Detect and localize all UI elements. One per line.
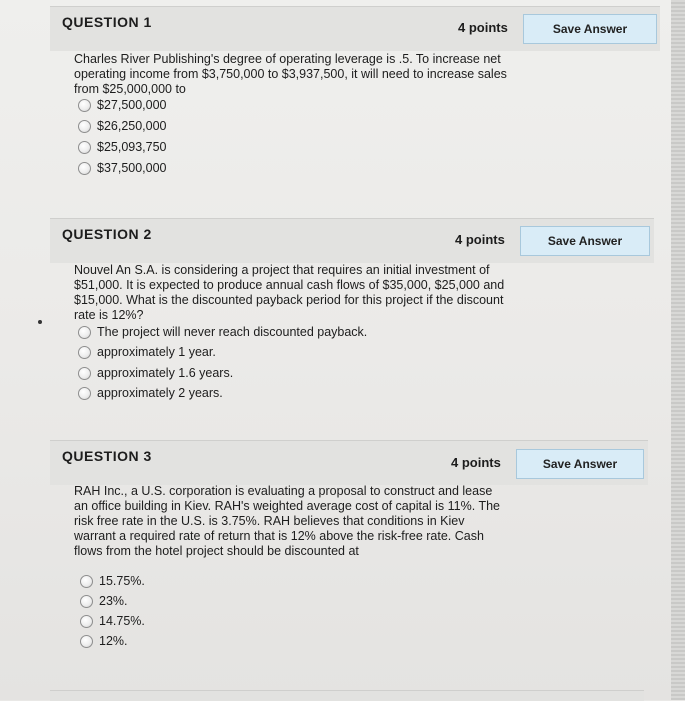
option-label: $27,500,000 <box>97 98 167 112</box>
radio-button-icon[interactable] <box>80 635 93 648</box>
radio-button-icon[interactable] <box>78 120 91 133</box>
question-3-option-3[interactable] <box>80 614 145 628</box>
question-1-title: QUESTION 1 <box>62 14 152 30</box>
option-label: approximately 1 year. <box>97 345 216 359</box>
option-label: $37,500,000 <box>97 161 167 175</box>
question-3-option-2[interactable] <box>80 594 128 608</box>
radio-button-icon[interactable] <box>78 367 91 380</box>
question-2-option-4[interactable] <box>78 386 223 400</box>
question-1-save-button[interactable]: Save Answer <box>523 14 657 44</box>
question-1-option-1[interactable] <box>78 98 167 112</box>
question-2-text: Nouvel An S.A. is considering a project that requires an initial investment of $51,000. It is expected to produce annual cash flows of $35,000, $25,000 and $15,000. What is the discounted payback period for this project if the discount rate is 12%? <box>74 263 505 322</box>
radio-button-icon[interactable] <box>78 387 91 400</box>
radio-button-icon[interactable] <box>78 99 91 112</box>
question-2-save-button[interactable]: Save Answer <box>520 226 650 256</box>
page-edge <box>671 0 685 700</box>
question-1-option-2[interactable] <box>78 119 167 133</box>
question-3-text: RAH Inc., a U.S. corporation is evaluating a proposal to construct and lease an office building in Kiev. RAH's weighted average cost of capital is 11%. The risk free rate in the U.S. is 3.75%. RAH believes that conditions in Kiev warrant a required rate of return that is 12% above the risk-free rate. Cash flows from the hotel project should be discounted at <box>74 484 501 558</box>
question-1-points: 4 points <box>458 20 508 35</box>
question-3-title: QUESTION 3 <box>62 448 152 464</box>
radio-button-icon[interactable] <box>78 346 91 359</box>
question-2-option-2[interactable] <box>78 345 216 359</box>
question-1-option-3[interactable] <box>78 140 167 154</box>
question-2-option-3[interactable] <box>78 366 233 380</box>
question-2-option-1[interactable] <box>78 325 367 339</box>
option-label: 14.75%. <box>99 614 145 628</box>
option-label: approximately 1.6 years. <box>97 366 234 380</box>
radio-button-icon[interactable] <box>80 575 93 588</box>
option-label: 23%. <box>99 594 128 608</box>
option-label: The project will never reach discounted payback. <box>97 325 368 339</box>
question-2-title: QUESTION 2 <box>62 226 152 242</box>
radio-button-icon[interactable] <box>80 595 93 608</box>
option-label: approximately 2 years. <box>97 386 223 400</box>
radio-button-icon[interactable] <box>80 615 93 628</box>
option-label: 15.75%. <box>99 574 145 588</box>
next-question-header <box>50 690 644 701</box>
question-3-option-1[interactable] <box>80 574 145 588</box>
question-1-text: Charles River Publishing's degree of operating leverage is .5. To increase net operating income from $3,750,000 to $3,937,500, it will need to increase sales from $25,000,000 to <box>74 52 507 96</box>
option-label: $26,250,000 <box>97 119 167 133</box>
option-label: $25,093,750 <box>97 140 167 154</box>
option-label: 12%. <box>99 634 128 648</box>
radio-button-icon[interactable] <box>78 141 91 154</box>
radio-button-icon[interactable] <box>78 326 91 339</box>
question-3-option-4[interactable] <box>80 634 128 648</box>
radio-button-icon[interactable] <box>78 162 91 175</box>
question-3-points: 4 points <box>451 455 501 470</box>
question-2-points: 4 points <box>455 232 505 247</box>
bullet-dot <box>38 320 42 324</box>
question-1-option-4[interactable] <box>78 161 167 175</box>
question-3-save-button[interactable]: Save Answer <box>516 449 644 479</box>
